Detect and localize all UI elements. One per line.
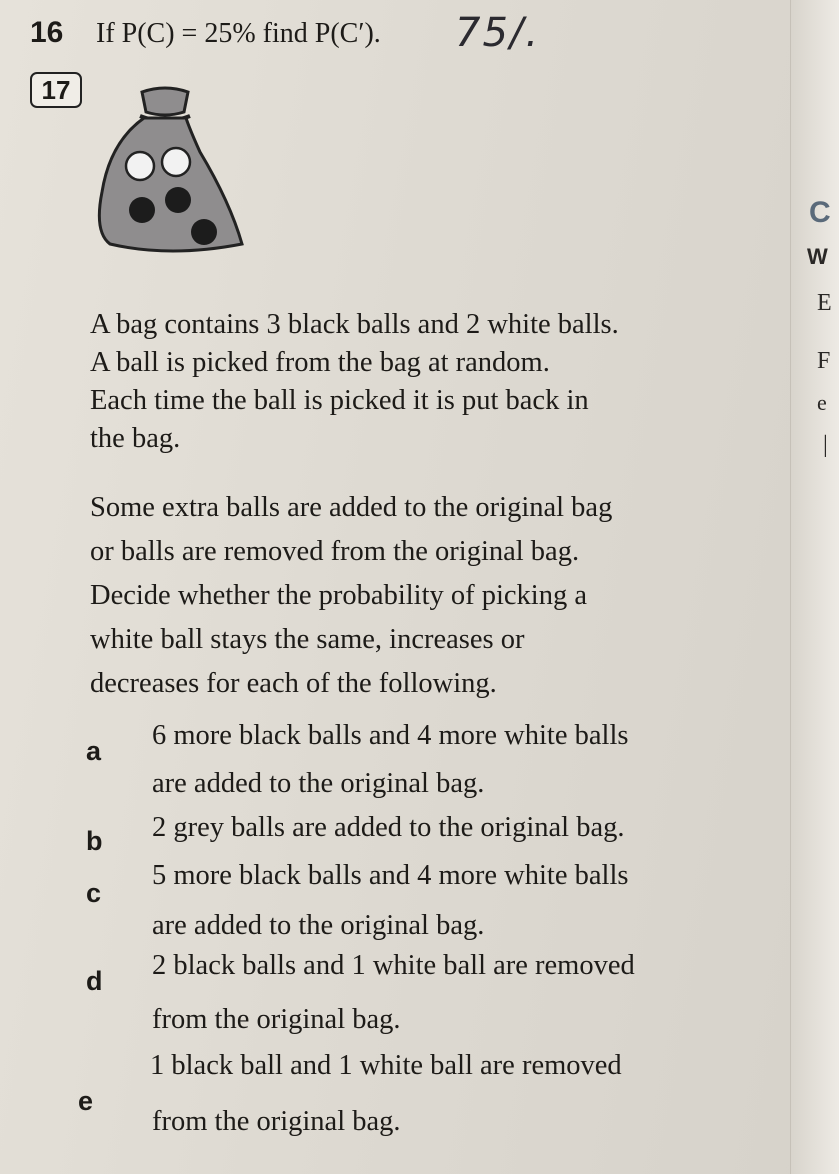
part-b-label: b — [86, 826, 103, 856]
black-ball — [129, 197, 155, 223]
margin-fragment: e — [817, 390, 827, 415]
question-17-number: 17 — [30, 72, 82, 108]
part-c-line-1: 5 more black balls and 4 more white balls — [152, 860, 629, 891]
margin-fragment: E — [817, 290, 832, 316]
text-line: A ball is picked from the bag at random. — [90, 347, 550, 378]
bag-of-balls-illustration — [80, 82, 250, 262]
part-a-line-2: are added to the original bag. — [152, 768, 485, 799]
white-ball — [162, 148, 190, 176]
part-a-label: a — [86, 736, 102, 766]
question-17-instructions — [90, 486, 780, 706]
part-a-line-1: 6 more black balls and 4 more white balls — [152, 720, 629, 751]
text-line: the bag. — [90, 423, 181, 454]
margin-fragment: | — [823, 432, 828, 458]
text-line: or balls are removed from the original bag. — [90, 536, 580, 567]
text-line: white ball stays the same, increases or — [90, 624, 525, 655]
bag-neck — [142, 88, 188, 115]
part-d-line-2: from the original bag. — [152, 1004, 401, 1035]
part-e-line-2: from the original bag. — [152, 1106, 401, 1137]
question-16-number: 16 — [30, 16, 64, 49]
text-line: Decide whether the probability of picking a — [90, 580, 587, 611]
text-line: Some extra balls are added to the original bag — [90, 492, 613, 523]
margin-fragment: C — [809, 196, 831, 229]
text-line: Each time the ball is picked it is put back in — [90, 385, 589, 416]
text-line: A bag contains 3 black balls and 2 white balls. — [90, 309, 619, 340]
text-line: decreases for each of the following. — [90, 668, 497, 699]
part-c-line-2: are added to the original bag. — [152, 910, 485, 941]
part-c-label: c — [86, 878, 102, 908]
margin-fragment: W — [807, 244, 828, 269]
handwritten-answer: 75/. — [455, 10, 541, 56]
black-ball — [165, 187, 191, 213]
black-ball — [191, 219, 217, 245]
question-17-intro — [90, 306, 780, 458]
bag-body — [99, 118, 242, 251]
part-d-label: d — [86, 966, 103, 996]
margin-fragment: F — [817, 348, 831, 374]
part-d-line-1: 2 black balls and 1 white ball are removed — [152, 950, 635, 981]
question-16-text: If P(C) = 25% find P(C′). — [96, 18, 381, 49]
part-e-label: e — [78, 1086, 94, 1116]
part-e-line-1: 1 black ball and 1 white ball are removed — [150, 1050, 622, 1081]
adjacent-page-edge — [790, 0, 839, 1174]
white-ball — [126, 152, 154, 180]
part-b-line-1: 2 grey balls are added to the original bag. — [152, 812, 625, 843]
